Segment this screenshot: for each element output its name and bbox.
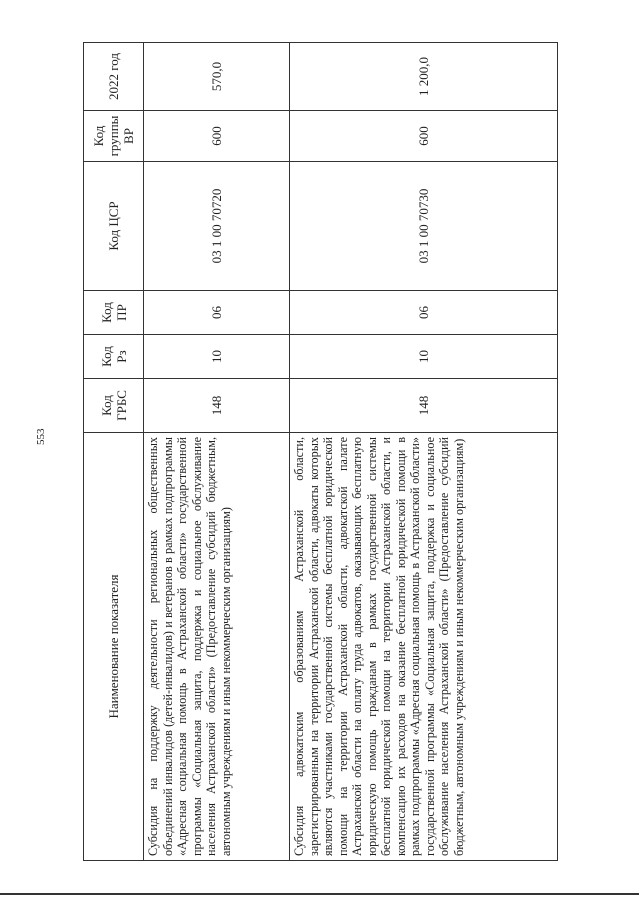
- row-name: Субсидия адвокатским образованиям Астраханской области, зарегистрированным на территории Астраханской области, адвокаты которых являются участниками государственной системы бесплатной юридической помощи на территории Астраханской области, адвокатской палате Астраханской области на оплату труда адвокатов, оказывающих бесплатную юридическую помощь гражданам в рамках государственной системы бесплатной юридической помощи на территории Астраханской области, и компенсацию их расходов на оказание бесплатной юридической помощи в рамках подпрограммы «Адресная социальная помощь в Астраханской области» государственной программы «Социальная защита, поддержка и социальное обслуживание населения Астраханской области» (Предоставление субсидий бюджетным, автономным учреждениям и иным некоммерческим организациям): [290, 433, 558, 861]
- rotated-table-container: [83, 43, 558, 861]
- page-bottom-rule: [0, 893, 639, 895]
- row-vr: 600: [290, 111, 558, 162]
- header-csr: Код ЦСР: [84, 162, 144, 291]
- budget-table: [83, 42, 558, 861]
- page-number: 553: [35, 428, 47, 445]
- row-csr: 03 1 00 70720: [144, 162, 290, 291]
- table-row: [144, 43, 290, 861]
- header-row: [84, 43, 144, 861]
- row-pr: 06: [290, 291, 558, 335]
- row-csr: 03 1 00 70730: [290, 162, 558, 291]
- row-grbs: 148: [290, 379, 558, 433]
- row-year: 1 200,0: [290, 43, 558, 111]
- header-vr: Код группы ВР: [84, 111, 144, 162]
- row-year: 570,0: [144, 43, 290, 111]
- table-row: [290, 43, 558, 861]
- row-grbs: 148: [144, 379, 290, 433]
- row-pr: 06: [144, 291, 290, 335]
- row-rz: 10: [144, 335, 290, 379]
- row-vr: 600: [144, 111, 290, 162]
- header-rz: Код Рз: [84, 335, 144, 379]
- header-name: Наименование показателя: [84, 433, 144, 861]
- row-rz: 10: [290, 335, 558, 379]
- header-grbs: Код ГРБС: [84, 379, 144, 433]
- header-year: 2022 год: [84, 43, 144, 111]
- row-name: Субсидия на поддержку деятельности региональных общественных объединений инвалидов (детей-инвалидов) и ветеранов в рамках подпрограммы «Адресная социальная помощь в Астраханской области» государственной программы «Социальная защита, поддержка и социальное обслуживание населения Астраханской области» (Предоставление субсидий бюджетным, автономным учреждениям и иным некоммерческим организациям): [144, 433, 290, 861]
- header-pr: Код ПР: [84, 291, 144, 335]
